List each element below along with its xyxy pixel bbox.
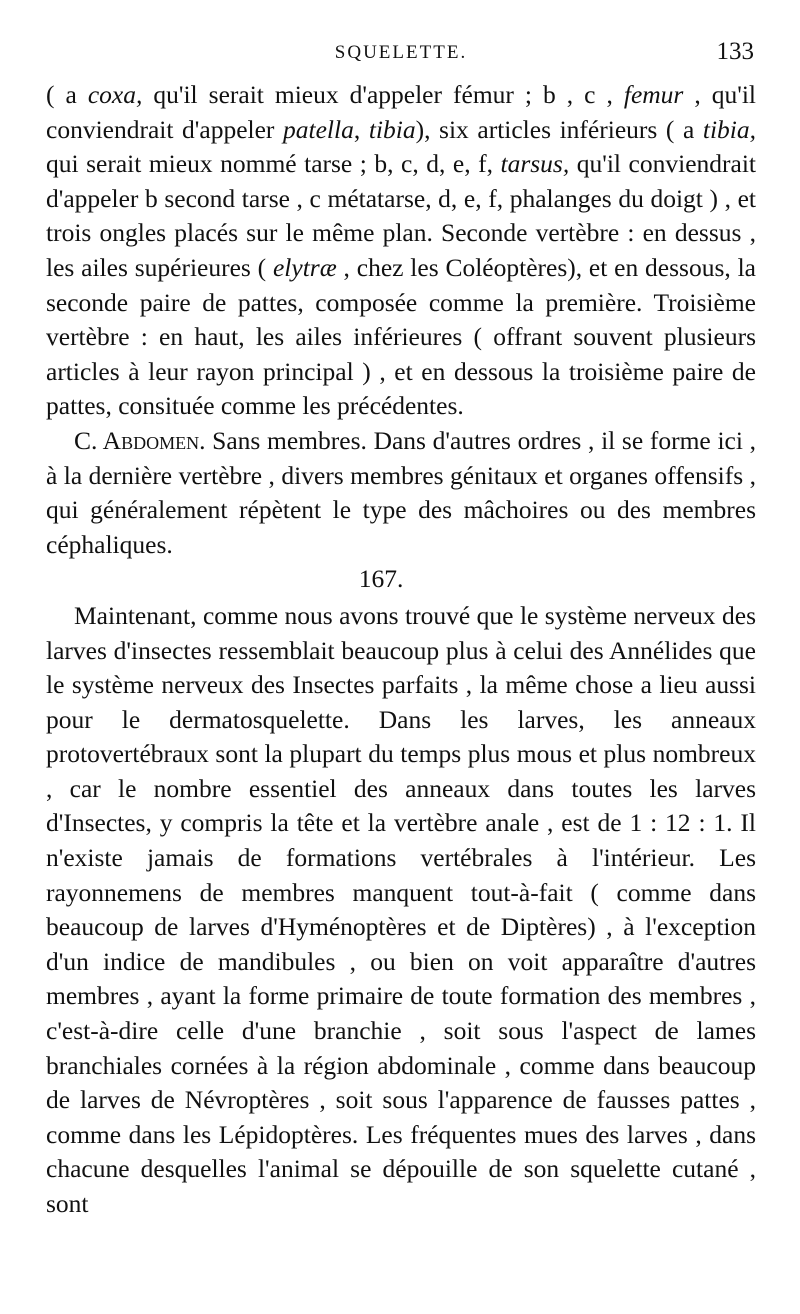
latin-term: patella <box>283 114 354 144</box>
body-text <box>46 78 756 1222</box>
text-run: ( a <box>46 80 88 109</box>
running-title: SQUELETTE. <box>334 42 468 63</box>
latin-term: tarsus, <box>500 149 570 179</box>
latin-term: femur <box>623 80 684 109</box>
paragraph-abdomen <box>46 424 756 562</box>
section-number: 167. <box>358 564 404 594</box>
text-run: ), six articles inférieurs ( a <box>415 114 703 144</box>
latin-term: coxa, <box>87 80 143 109</box>
running-head <box>46 38 756 78</box>
latin-term: elytræ <box>272 252 337 282</box>
page-number: 133 <box>716 38 754 65</box>
latin-term: tibia, <box>702 114 757 144</box>
latin-term: tibia <box>368 114 416 144</box>
text-run: , chez les Coléoptères), et en dessous, la seconde paire de pattes, composée comme la première. Troisième vertèbre : en haut, les ailes inférieures ( offrant souvent plusieurs articles à leur rayon principal ) , et en dessous la troisième paire de pattes, consituée comme les précédentes. <box>46 252 756 421</box>
text-run: qu'il serait mieux d'appeler fémur ; b , c , <box>142 80 624 109</box>
text-run: , <box>353 114 369 144</box>
paragraph-thorax-continued <box>46 78 756 424</box>
text-run: qu'il conviendrait d'appeler b second tarse , c métatarse, d, e, f, phalanges du doigt ) , et trois ongles placés sur le même plan. Seconde vertèbre : en dessus , les ailes supérieures ( <box>46 149 756 282</box>
section-lead: C. Abdomen. <box>74 425 206 455</box>
text-run: , qu'il conviendrait d'appeler <box>46 80 757 144</box>
paragraph-larvae: Maintenant, comme nous avons trouvé que le système nerveux des larves d'insectes ressemblait beaucoup plus à celui des Annélides que le système nerveux des Insectes parfaits , la même chose a lieu aussi pour le dermatosquelette. Dans les larves, les anneaux protovertébraux sont la plupart du temps plus mous et plus nombreux , car le nombre essentiel des anneaux dans toutes les larves d'Insectes, y compris la tête et la vertèbre anale , est de 1 : 12 : 1. Il n'existe jamais de formations vertébrales à l'intérieur. Les rayonnemens de membres manquent tout-à-fait ( comme dans beaucoup de larves d'Hyménoptères et de Diptères) , à l'exception d'un indice de mandibules , ou bien on voit apparaître d'autres membres , ayant la forme primaire de toute formation des membres , c'est-à-dire celle d'une branchie , soit sous l'aspect de lames branchiales cornées à la région abdominale , comme dans beaucoup de larves de Névroptères , soit sous l'apparence de fausses pattes , comme dans les Lépidoptères. Les fréquentes mues des larves , dans chacune desquelles l'animal se dépouille de son squelette cutané , sont <box>46 600 756 1218</box>
text-run: qui serait mieux nommé tarse ; b, c, d, e, f, <box>46 149 501 179</box>
text-run: Sans membres. Dans d'autres ordres , il se forme ici , à la dernière vertèbre , divers membres génitaux et organes offensifs , qui généralement répètent le type des mâchoires ou des membres céphaliques. <box>46 425 756 559</box>
